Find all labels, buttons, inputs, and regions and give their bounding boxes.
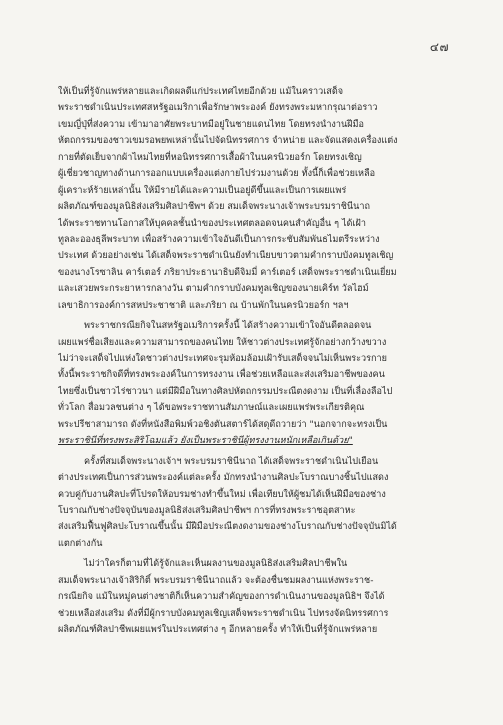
text-line: พระราชดำเนินประเทศสหรัฐอเมริกาเพื่อรักษาพระองค์ ยังทรงพระมหากรุณาต่อราว [58, 103, 378, 114]
text-line: ช่วยเหลือส่งเสริม ดังที่มีผู้กราบบังคมทูลเชิญเสด็จพระราชดำเนิน ไปทรงจัดนิทรรศการ [58, 608, 389, 619]
text-line: ประเทศ ด้วยอย่างเช่น ได้เสด็จพระราชดำเนินยังทำเนียบขาวตามคำกราบบังคมทูลเชิญ [58, 251, 394, 262]
text-line: ของนางโรซาลิน คาร์เตอร์ ภริยาประธานาธิบดีจิมมี่ คาร์เตอร์ เสด็จพระราชดำเนินเยี่ยม [58, 267, 397, 278]
text-line: ให้เป็นที่รู้จักแพร่หลายและเกิดผลดีแก่ประเทศไทยอีกด้วย แม้ในคราวเสด็จ [58, 87, 344, 97]
text-line: หัตถกรรมของชาวเขมรอพยพเหล่านั้นไปจัดนิทรรศการ จำหน่าย และจัดแสดงเครื่องแต่ง [58, 136, 398, 147]
paragraph [58, 84, 450, 314]
text-line: เขมญี่ปุ่ที่ส่งความ เข้ามาอาศัยพระบาทมีอยู่ในชายแดนไทย โดยทรงนำงานฝีมือ [58, 119, 364, 130]
text-line: ต่างประเทศเป็นการส่วนพระองค์แต่ละครั้ง มักทรงนำงานศิลปะโบราณบางชิ้นไปแสดง [58, 473, 389, 484]
page-number: ๔๗ [429, 40, 449, 54]
text-line: เผยแพร่ชื่อเสียงและความสามารถของคนไทย ให้ชาวต่างประเทศรู้จักอย่างกว้างขวาง [58, 337, 387, 348]
text-line: และเสวยพระกระยาหารกลางวัน ตามคำกราบบังคมทูลเชิญของนายเคิร์ท วัลไฮม์ [58, 284, 369, 295]
paragraph [58, 314, 450, 450]
text-line: ส่งเสริมฟื้นฟูศิลปะโบราณขึ้นนั้น มีฝีมือประณีตงดงามของช่างโบราณกับช่างปัจจุบันมิได้ [58, 522, 397, 533]
text-line: ทั้งนี้พระราชกิจดีที่ทรงพระองค์ในการทรงงาน เพื่อช่วยเหลือและส่งเสริมอาชีพของคน [58, 370, 385, 381]
text-line: แตกต่างกัน [58, 538, 103, 549]
text-line: ไม่ว่าจะเสด็จไปแห่งใดชาวต่างประเทศจะรุมห้อมล้อมเฝ้ารับเสด็จจนไม่เห็นพระวรกาย [58, 354, 387, 364]
text-line: ผู้เชี่ยวชาญทางด้านการออกแบบเครื่องแต่งกายไปร่วมงานด้วย ทั้งนี้ก็เพื่อช่วยเหลือ [58, 169, 376, 180]
text-line: ผลิตภัณฑ์ศิลปาชีพเผยแพร่ในประเทศต่าง ๆ อีกหลายครั้ง ทำให้เป็นที่รู้จักแพร่หลาย [58, 625, 378, 635]
text-line: กรณียกิจ แม้ในหมู่คนต่างชาติก็เห็นความสำคัญของการดำเนินงานของมูลนิธิฯ จึงได้ [58, 592, 385, 603]
text-line: ไทยซึ่งเป็นชาวไร่ชาวนา แต่มีฝีมือในทางศิลปหัตถกรรมประณีตงดงาม เป็นที่เลื่องลือไป [58, 386, 393, 397]
body-text [58, 84, 450, 638]
text-line: พระราชกรณียกิจในสหรัฐอเมริการครั้งนี้ ได้สร้างความเข้าใจอันดีตลอดจน [84, 321, 372, 332]
text-line: เลขาธิการองค์การสหประชาชาติ และภริยา ณ บ้านพักในนครนิวยอร์ก ฯลฯ [58, 300, 349, 311]
text-line: ครั้งที่สมเด็จพระนางเจ้าฯ พระบรมราชินีนาถ ได้เสด็จพระราชดำเนินไปเยือน [84, 456, 379, 467]
text-line: ผู้เคราะห์ร้ายเหล่านั้น ให้มีรายได้และความเป็นอยู่ดีขึ้นและเป็นการเผยแพร่ [58, 185, 347, 196]
text-line: ทูลละอองธุลีพระบาท เพื่อสร้างความเข้าใจอันดีเป็นการกระชับสัมพันธไมตรีระหว่าง [58, 234, 380, 245]
paragraph [58, 450, 450, 553]
text-line: สมเด็จพระนางเจ้าสิริกิติ์ พระบรมราชินีนาถแล้ว จะต้องชื่นชมผลงานแห่งพระราช- [58, 575, 374, 586]
text-line: ผลิตภัณฑ์ของมูลนิธิส่งเสริมศิลปาชีพฯ ด้วย สมเด็จพระนางเจ้าพระบรมราชินีนาถ [58, 202, 370, 213]
text-line: โบราณกับช่างปัจจุบันของมูลนิธิส่งเสริมศิลปาชีพฯ การที่ทรงพระราชอุตสาหะ [58, 505, 356, 516]
text-line: ได้พระราชทานโอกาสให้บุคคลชั้นนำของประเทศตลอดจนคนสำคัญอื่น ๆ ได้เฝ้า [58, 218, 366, 229]
paragraph [58, 552, 450, 638]
text-line: ทั่วโลก สื่อมวลชนต่าง ๆ ได้ขอพระราชทานสัมภาษณ์และเผยแพร่พระเกียรติคุณ [58, 403, 365, 414]
text-line: พระปรีชาสามารถ ดังที่หนังสือพิมพ์วอชิงตันสตาร์ได้สดุดีถวายว่า "นอกจากจะทรงเป็น [58, 419, 388, 430]
text-line: พระราชินีที่ทรงพระสิริโฉมแล้ว ยังเป็นพระราชินีผู้ทรงงานหนักเหลือเกินด้วย" [58, 436, 353, 447]
text-line: ไม่ว่าใครก็ตามที่ได้รู้จักและเห็นผลงานของมูลนิธิส่งเสริมศิลปาชีพใน [84, 559, 348, 570]
text-line: กายที่ตัดเย็บจากผ้าไหมไทยที่หอนิทรรศการเสื้อผ้าในนครนิวยอร์ก โดยทรงเชิญ [58, 152, 362, 163]
text-line: ควบคู่กับงานศิลปะที่โปรดให้อบรมช่างทำขึ้นใหม่ เพื่อเทียบให้ผู้ชมได้เห็นฝีมือของช่าง [58, 489, 386, 500]
